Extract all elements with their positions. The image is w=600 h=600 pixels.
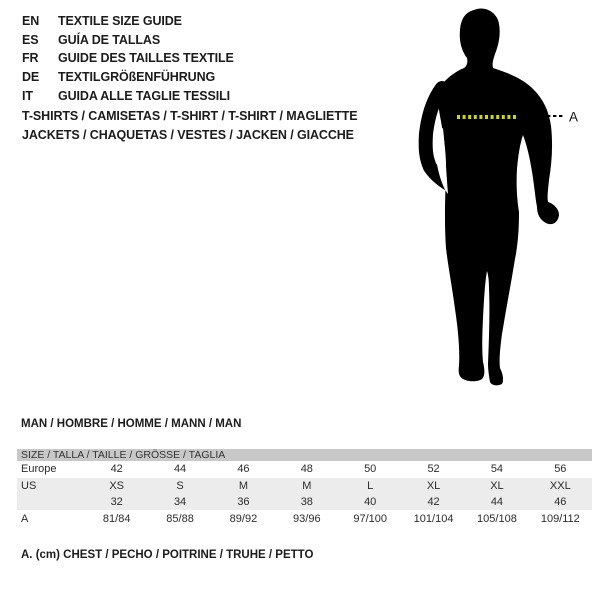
category-jackets: JACKETS / CHAQUETAS / VESTES / JACKEN / GIACCHE bbox=[22, 128, 354, 142]
table-cell: XXL bbox=[549, 479, 571, 492]
language-code: ES bbox=[22, 32, 39, 47]
table-cell: 38 bbox=[300, 495, 313, 508]
table-cell: 97/100 bbox=[353, 512, 388, 525]
table-cell: XL bbox=[490, 479, 504, 492]
table-cell: M bbox=[238, 479, 249, 492]
table-cell: 89/92 bbox=[229, 512, 258, 525]
table-row-numeric bbox=[17, 494, 592, 510]
table-cell: 46 bbox=[554, 495, 567, 508]
language-row-en bbox=[22, 12, 234, 31]
table-cell: 42 bbox=[110, 463, 123, 476]
language-row-it bbox=[22, 86, 234, 105]
table-cell: S bbox=[176, 479, 184, 492]
language-title: GUIDA ALLE TAGLIE TESSILI bbox=[58, 88, 231, 103]
row-label: A bbox=[21, 512, 29, 525]
table-cell: 44 bbox=[173, 463, 187, 476]
table-cell: 48 bbox=[300, 463, 313, 476]
table-cell: 56 bbox=[554, 463, 567, 476]
man-body-shape bbox=[438, 8, 559, 385]
language-code: FR bbox=[22, 51, 39, 66]
table-cell: 93/96 bbox=[293, 512, 321, 525]
table-cell: 54 bbox=[490, 463, 504, 476]
table-row-europe bbox=[17, 461, 592, 478]
language-code: DE bbox=[22, 70, 40, 85]
table-cell: 109/112 bbox=[540, 512, 580, 525]
language-title: GUÍA DE TALLAS bbox=[58, 32, 161, 47]
table-cell: XS bbox=[109, 479, 125, 492]
language-row-es bbox=[22, 31, 234, 50]
language-code: EN bbox=[22, 14, 40, 29]
table-cell: XL bbox=[426, 479, 441, 492]
language-row-fr bbox=[22, 49, 234, 68]
table-cell: 52 bbox=[427, 463, 440, 476]
table-cell: 105/108 bbox=[477, 512, 517, 525]
table-cell: 50 bbox=[364, 463, 377, 476]
table-row-chest-a bbox=[17, 510, 592, 528]
table-row-us bbox=[17, 478, 592, 494]
language-legend bbox=[22, 12, 234, 105]
language-title: TEXTILE SIZE GUIDE bbox=[58, 14, 182, 29]
size-table-header: SIZE / TALLA / TAILLE / GRÖSSE / TAGLIA bbox=[17, 449, 592, 461]
language-code: IT bbox=[22, 88, 33, 103]
size-table bbox=[17, 449, 592, 528]
table-cell: 46 bbox=[237, 463, 250, 476]
language-title: TEXTILGRÖßENFÜHRUNG bbox=[58, 70, 216, 85]
row-label: US bbox=[21, 479, 37, 492]
garment-categories bbox=[22, 107, 358, 145]
table-cell: M bbox=[302, 479, 312, 492]
section-title-man: MAN / HOMBRE / HOMME / MANN / MAN bbox=[21, 418, 242, 430]
table-cell: 32 bbox=[110, 495, 123, 508]
measurement-footnote: A. (cm) CHEST / PECHO / POITRINE / TRUHE / PETTO bbox=[21, 549, 314, 561]
table-cell: 42 bbox=[427, 495, 440, 508]
language-row-de bbox=[22, 68, 234, 87]
table-cell: 85/88 bbox=[166, 512, 194, 525]
category-tshirts: T-SHIRTS / CAMISETAS / T-SHIRT / T-SHIRT / MAGLIETTE bbox=[22, 109, 358, 123]
table-cell: L bbox=[367, 479, 374, 492]
language-title: GUIDE DES TAILLES TEXTILE bbox=[58, 51, 234, 66]
man-silhouette-icon bbox=[388, 4, 600, 396]
table-cell: 101/104 bbox=[413, 512, 454, 525]
table-cell: 81/84 bbox=[102, 512, 131, 525]
table-cell: 44 bbox=[490, 495, 504, 508]
table-cell: 40 bbox=[364, 495, 377, 508]
table-cell: 34 bbox=[173, 495, 187, 508]
row-label: Europe bbox=[21, 463, 57, 476]
measure-label-a: A bbox=[569, 109, 579, 125]
table-cell: 36 bbox=[237, 495, 250, 508]
